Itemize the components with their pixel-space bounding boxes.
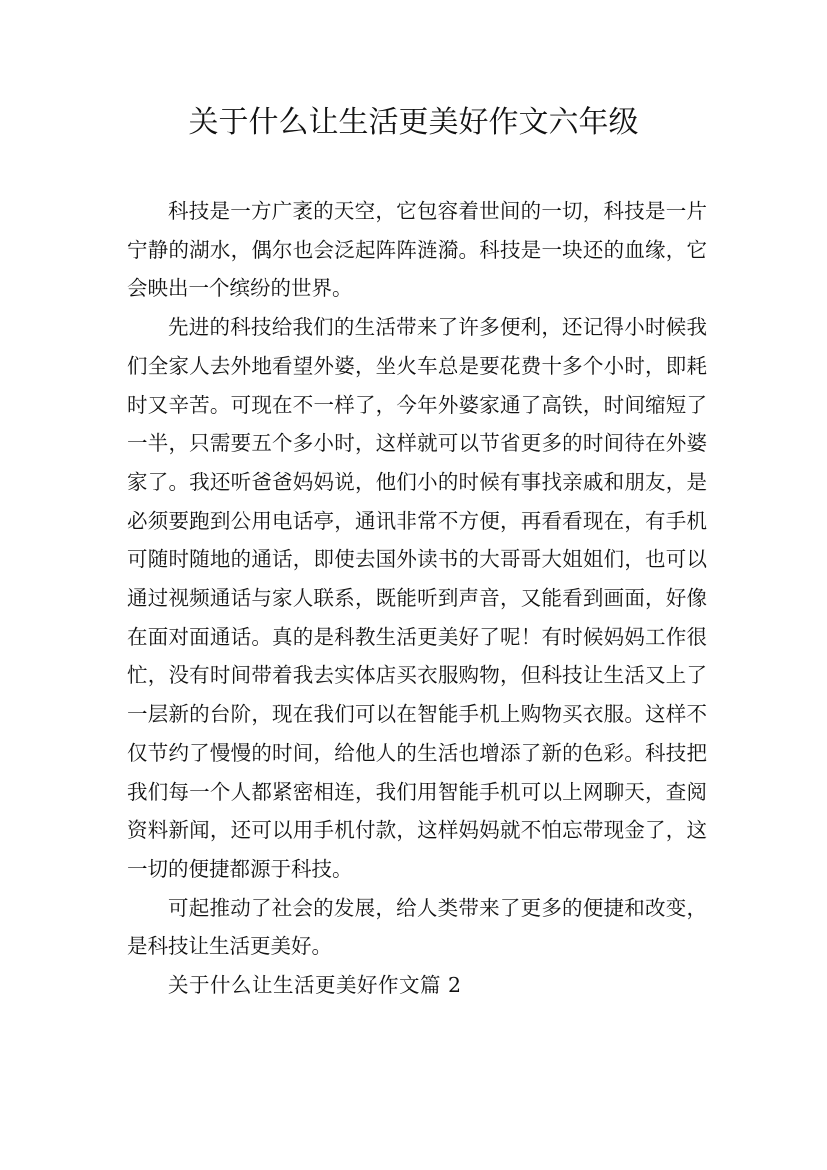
paragraph-3: 可起推动了社会的发展，给人类带来了更多的便捷和改变，是科技让生活更美好。 [127,895,707,959]
section-subheading: 关于什么让生活更美好作文篇 2 [168,973,462,998]
paragraph-2: 先进的科技给我们的生活带来了许多便利，还记得小时候我们全家人去外地看望外婆，坐火车总是要花费十多个小时，即耗时又辛苦。可现在不一样了，今年外婆家通了高铁，时间缩短了一半，只需要五个多小时，这样就可以节省更多的时间待在外婆家了。我还听爸爸妈妈说，他们小的时候有事找亲戚和朋友，是必须要跑到公用电话亭，通讯非常不方便，再看看现在，有手机可随时随地的通话，即使去国外读书的大哥哥大姐姐们，也可以通过视频通话与家人联系，既能听到声音，又能看到画面，好像在面对面通话。真的是科教生活更美好了呢！有时候妈妈工作很忙，没有时间带着我去实体店买衣服购物，但科技让生活又上了一层新的台阶，现在我们可以在智能手机上购物买衣服。这样不仅节约了慢慢的时间，给他人的生活也增添了新的色彩。科技把我们每一个人都紧密相连，我们用智能手机可以上网聊天，查阅资料新闻，还可以用手机付款，这样妈妈就不怕忘带现金了，这一切的便捷都源于科技。 [127,315,707,881]
paragraph-1: 科技是一方广袤的天空，它包容着世间的一切，科技是一片宁静的湖水，偶尔也会泛起阵阵涟漪。科技是一块还的血缘，它会映出一个缤纷的世界。 [127,199,707,301]
document-title: 关于什么让生活更美好作文六年级 [188,105,639,140]
document-body [127,192,707,1005]
